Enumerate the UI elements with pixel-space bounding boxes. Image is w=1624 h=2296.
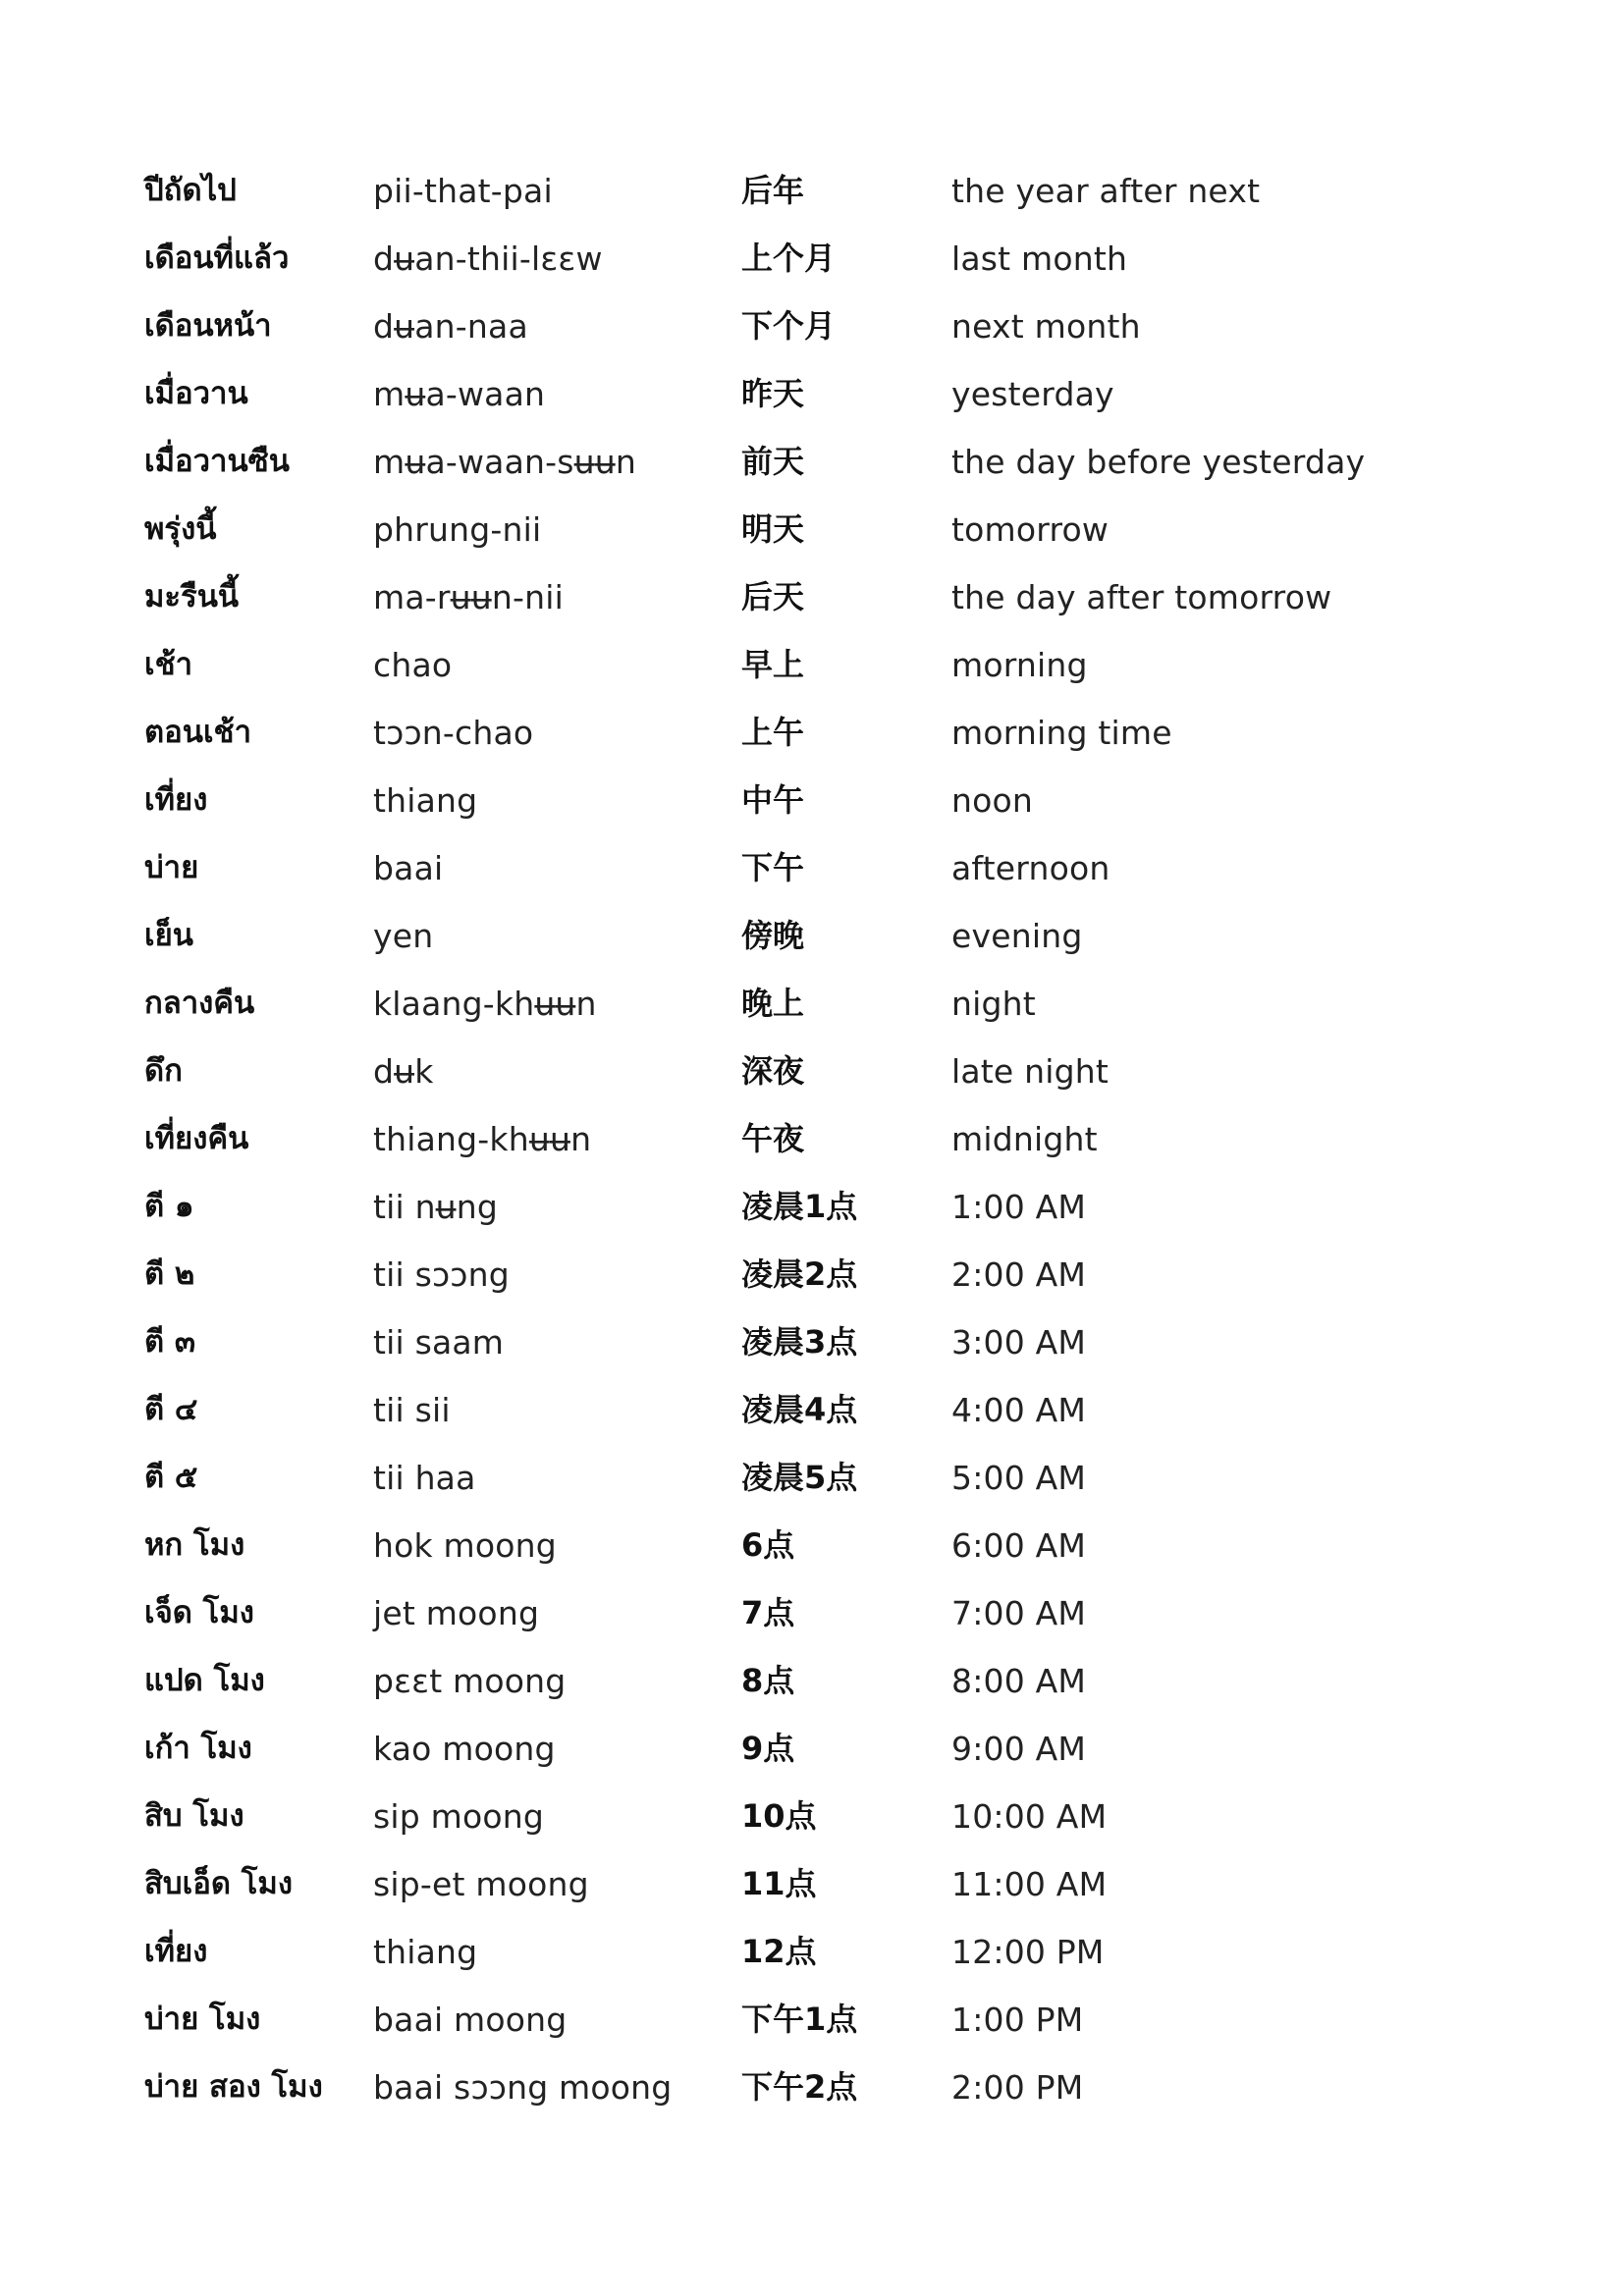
thai-word: มะรืนนี้ xyxy=(144,579,240,614)
romanization: tii haa xyxy=(373,1459,476,1497)
thai-word: เดือนหน้า xyxy=(144,308,272,344)
chinese-translation: 6点 xyxy=(741,1526,795,1564)
vocab-row xyxy=(144,1241,1421,1308)
chinese-translation: 下个月 xyxy=(741,307,837,345)
thai-word: หก โมง xyxy=(144,1527,245,1563)
english-translation: morning xyxy=(951,646,1088,684)
romanization: sip-et moong xyxy=(373,1865,589,1903)
english-translation: 2:00 PM xyxy=(951,2068,1084,2107)
thai-word: บ่าย สอง โมง xyxy=(144,2069,323,2105)
english-translation: the year after next xyxy=(951,172,1261,210)
romanization: mʉa-waan xyxy=(373,375,546,413)
vocab-row xyxy=(144,1850,1421,1918)
vocab-row xyxy=(144,970,1421,1038)
vocab-row xyxy=(144,1647,1421,1715)
romanization: jet moong xyxy=(373,1594,540,1632)
vocab-row xyxy=(144,293,1421,360)
vocab-row xyxy=(144,2054,1421,2121)
english-translation: night xyxy=(951,985,1036,1023)
vocab-row xyxy=(144,1579,1421,1647)
vocab-row xyxy=(144,902,1421,970)
thai-word: ตี ๔ xyxy=(144,1392,198,1427)
thai-word: เย็น xyxy=(144,918,193,953)
thai-word: ตี ๓ xyxy=(144,1324,196,1360)
english-translation: 5:00 AM xyxy=(951,1459,1087,1497)
romanization: sip moong xyxy=(373,1797,544,1836)
vocab-row xyxy=(144,1038,1421,1105)
romanization: chao xyxy=(373,646,453,684)
thai-word: เมื่อวานซืน xyxy=(144,444,290,479)
english-translation: tomorrow xyxy=(951,510,1110,549)
thai-word: เที่ยงคืน xyxy=(144,1121,249,1156)
english-translation: 1:00 AM xyxy=(951,1188,1087,1226)
chinese-translation: 上午 xyxy=(741,714,805,751)
english-translation: 12:00 PM xyxy=(951,1933,1105,1971)
romanization: thiang-khʉʉn xyxy=(373,1120,592,1158)
vocab-row xyxy=(144,834,1421,902)
vocab-row xyxy=(144,1783,1421,1850)
romanization: dʉk xyxy=(373,1052,434,1091)
romanization: pii-that-pai xyxy=(373,172,553,210)
english-translation: 1:00 PM xyxy=(951,2001,1084,2039)
chinese-translation: 12点 xyxy=(741,1933,817,1970)
english-translation: late night xyxy=(951,1052,1110,1091)
english-translation: morning time xyxy=(951,714,1172,752)
chinese-translation: 11点 xyxy=(741,1865,817,1902)
thai-word: บ่าย xyxy=(144,850,199,885)
romanization: tii nʉng xyxy=(373,1188,499,1226)
romanization: baai sɔɔng moong xyxy=(373,2068,673,2107)
thai-word: เที่ยง xyxy=(144,782,208,818)
thai-word: แปด โมง xyxy=(144,1663,265,1698)
chinese-translation: 深夜 xyxy=(741,1052,805,1090)
chinese-translation: 9点 xyxy=(741,1730,795,1767)
thai-word: เช้า xyxy=(144,647,193,682)
thai-word: ตี ๒ xyxy=(144,1256,195,1292)
thai-word: ปีถัดไป xyxy=(144,173,237,208)
romanization: thiang xyxy=(373,781,478,820)
english-translation: 2:00 AM xyxy=(951,1255,1087,1294)
english-translation: evening xyxy=(951,917,1083,955)
romanization: ma-rʉʉn-nii xyxy=(373,578,564,616)
english-translation: 4:00 AM xyxy=(951,1391,1087,1429)
romanization: thiang xyxy=(373,1933,478,1971)
thai-word: กลางคืน xyxy=(144,986,255,1021)
chinese-translation: 下午1点 xyxy=(741,2001,858,2038)
chinese-translation: 明天 xyxy=(741,510,805,548)
english-translation: noon xyxy=(951,781,1034,820)
thai-word: สิบ โมง xyxy=(144,1798,244,1834)
romanization: pɛɛt moong xyxy=(373,1662,567,1700)
english-translation: afternoon xyxy=(951,849,1110,887)
chinese-translation: 后年 xyxy=(741,172,805,209)
romanization: yen xyxy=(373,917,434,955)
chinese-translation: 上个月 xyxy=(741,240,837,277)
vocab-row xyxy=(144,1512,1421,1579)
romanization: phrung-nii xyxy=(373,510,542,549)
thai-word: ดึก xyxy=(144,1053,183,1089)
chinese-translation: 10点 xyxy=(741,1797,817,1835)
chinese-translation: 午夜 xyxy=(741,1120,805,1157)
english-translation: the day after tomorrow xyxy=(951,578,1332,616)
romanization: tii saam xyxy=(373,1323,505,1362)
thai-word: พรุ่งนี้ xyxy=(144,511,217,547)
vocab-row xyxy=(144,496,1421,563)
vocab-row xyxy=(144,428,1421,496)
romanization: baai moong xyxy=(373,2001,568,2039)
thai-word: เมื่อวาน xyxy=(144,376,248,411)
chinese-translation: 前天 xyxy=(741,443,805,480)
romanization: tɔɔn-chao xyxy=(373,714,534,752)
romanization: tii sii xyxy=(373,1391,451,1429)
thai-word: เจ็ด โมง xyxy=(144,1595,254,1630)
chinese-translation: 早上 xyxy=(741,646,805,683)
vocab-row xyxy=(144,1173,1421,1241)
chinese-translation: 凌晨2点 xyxy=(741,1255,858,1293)
chinese-translation: 8点 xyxy=(741,1662,795,1699)
thai-word: สิบเอ็ด โมง xyxy=(144,1866,293,1901)
thai-word: เที่ยง xyxy=(144,1934,208,1969)
chinese-translation: 下午 xyxy=(741,849,805,886)
chinese-translation: 中午 xyxy=(741,781,805,819)
vocab-row xyxy=(144,699,1421,767)
vocab-row xyxy=(144,563,1421,631)
english-translation: yesterday xyxy=(951,375,1114,413)
vocab-row xyxy=(144,1308,1421,1376)
vocab-row xyxy=(144,631,1421,699)
english-translation: 6:00 AM xyxy=(951,1526,1087,1565)
english-translation: last month xyxy=(951,240,1128,278)
thai-word: เดือนที่แล้ว xyxy=(144,240,290,276)
chinese-translation: 晚上 xyxy=(741,985,805,1022)
vocab-row xyxy=(144,157,1421,225)
vocab-row xyxy=(144,1376,1421,1444)
english-translation: 3:00 AM xyxy=(951,1323,1087,1362)
english-translation: 11:00 AM xyxy=(951,1865,1108,1903)
chinese-translation: 后天 xyxy=(741,578,805,615)
english-translation: 10:00 AM xyxy=(951,1797,1108,1836)
english-translation: 7:00 AM xyxy=(951,1594,1087,1632)
romanization: mʉa-waan-sʉʉn xyxy=(373,443,636,481)
english-translation: the day before yesterday xyxy=(951,443,1366,481)
chinese-translation: 凌晨4点 xyxy=(741,1391,858,1428)
vocab-row xyxy=(144,1918,1421,1986)
romanization: baai xyxy=(373,849,444,887)
chinese-translation: 凌晨5点 xyxy=(741,1459,858,1496)
vocab-row xyxy=(144,1444,1421,1512)
thai-word: ตี ๑ xyxy=(144,1189,194,1224)
vocabulary-table xyxy=(144,157,1421,2121)
romanization: tii sɔɔng xyxy=(373,1255,510,1294)
vocab-row xyxy=(144,360,1421,428)
thai-word: บ่าย โมง xyxy=(144,2002,261,2037)
romanization: klaang-khʉʉn xyxy=(373,985,597,1023)
thai-word: ตี ๕ xyxy=(144,1460,198,1495)
chinese-translation: 傍晚 xyxy=(741,917,805,954)
vocab-row xyxy=(144,225,1421,293)
vocab-row xyxy=(144,767,1421,834)
chinese-translation: 下午2点 xyxy=(741,2068,858,2106)
english-translation: midnight xyxy=(951,1120,1098,1158)
chinese-translation: 凌晨1点 xyxy=(741,1188,858,1225)
english-translation: 8:00 AM xyxy=(951,1662,1087,1700)
vocab-row xyxy=(144,1715,1421,1783)
thai-word: ตอนเช้า xyxy=(144,715,251,750)
english-translation: 9:00 AM xyxy=(951,1730,1087,1768)
english-translation: next month xyxy=(951,307,1141,346)
romanization: dʉan-naa xyxy=(373,307,528,346)
vocab-row xyxy=(144,1105,1421,1173)
thai-word: เก้า โมง xyxy=(144,1731,252,1766)
chinese-translation: 凌晨3点 xyxy=(741,1323,858,1361)
chinese-translation: 昨天 xyxy=(741,375,805,412)
vocab-row xyxy=(144,1986,1421,2054)
chinese-translation: 7点 xyxy=(741,1594,795,1631)
romanization: dʉan-thii-lɛɛw xyxy=(373,240,603,278)
romanization: hok moong xyxy=(373,1526,557,1565)
romanization: kao moong xyxy=(373,1730,556,1768)
